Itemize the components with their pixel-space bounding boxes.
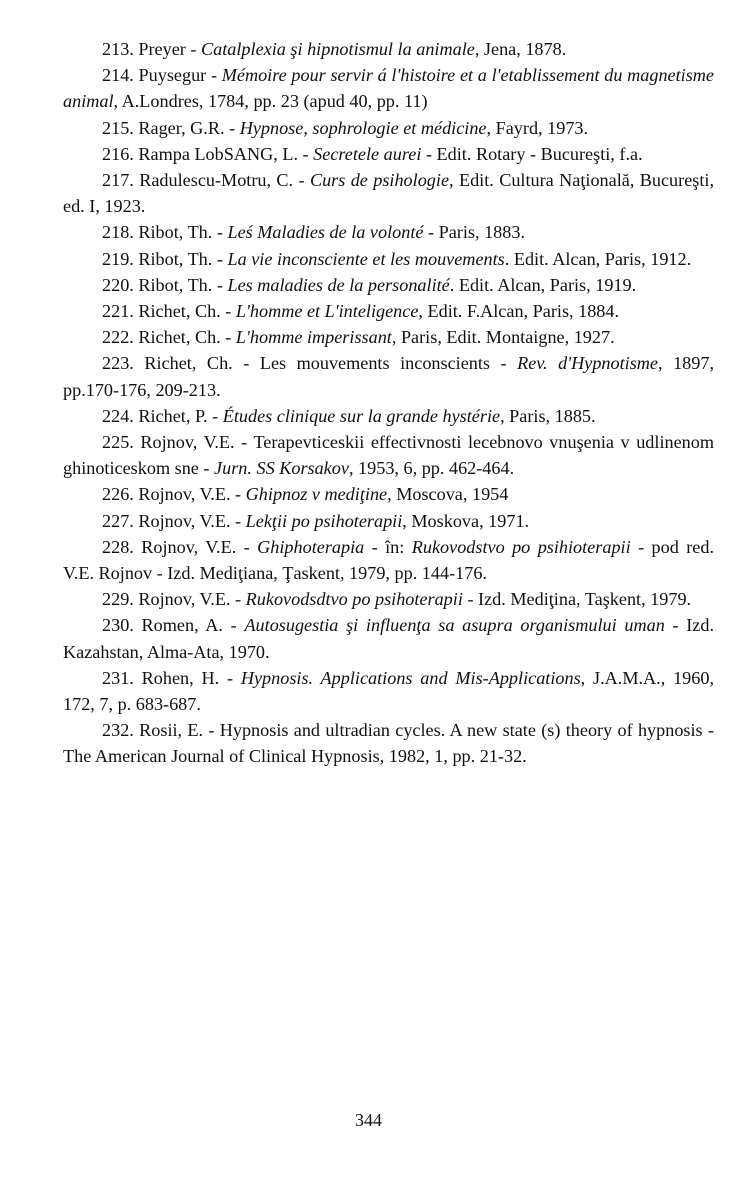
entry-text: , J.A.M.A., 1960, 172, 7, p. 683-687. [63,667,714,715]
entry-text: . Edit. Alcan, Paris, 1912. [504,248,692,269]
entry-number: 226. [102,484,134,505]
entry-number: 222. [102,327,134,348]
bibliography-entry [63,508,714,534]
entry-text: Richet, Ch. - Les mouvements inconscients - [144,353,518,374]
entry-text: , Fayrd, 1973. [486,117,589,138]
bibliography-entry [63,272,714,298]
entry-text: Rojnov, V.E. - Terapevticeskii effectivnosti lecebnovo vnuşenia v udlinenom ghinoticeskom sne - [63,432,714,479]
entry-title-italic: L'homme et L'inteligence [235,301,419,322]
bibliography-entry [63,115,714,141]
entry-number: 232. [102,720,134,741]
page-number: 344 [355,1110,382,1130]
entry-text: - Paris, 1883. [423,222,526,243]
bibliography-entry [63,350,714,402]
bibliography-entry [63,717,714,769]
entry-title-italic: Leś Maladies de la volonté [227,222,424,243]
entry-title-italic: Hypnose, sophrologie et médicine [239,117,487,138]
entry-text: Preyer - [138,39,201,59]
entry-text: . Edit. Alcan, Paris, 1919. [449,274,637,295]
entry-title-italic: Lekţii po psihoterapii [245,510,403,531]
entry-text: - Izd. Kazahstan, Alma-Ata, 1970. [63,615,715,662]
entry-number: 231. [102,667,134,688]
bibliography-entry [63,141,714,167]
entry-title-italic: Ghiphoterapia [257,536,365,557]
entry-text: , Moskova, 1971. [402,510,530,531]
entry-text: Rosii, E. - Hypnosis and ultradian cycles. A new state (s) theory of hypnosis - The American Journal of Clinical Hypnosis, 1982, 1, pp. 21-32. [63,720,715,767]
bibliography-entry [63,246,714,272]
entry-title-italic: Études clinique sur la grande hystérie [222,405,501,426]
entry-text: Rohen, H. - [141,667,241,688]
bibliography-entry [63,403,714,429]
entry-text: Moscova, 1954 [391,484,509,505]
entry-title-italic: La vie inconsciente et les mouvements [227,248,505,269]
entry-text: Radulescu-Motru, C. - [139,170,310,191]
bibliography-entry [63,481,714,507]
entry-title-italic: Les maladies de la personalité [227,274,450,295]
bibliography-entry [63,167,714,219]
bibliography-entry [63,219,714,245]
entry-title-italic: Autosugestia şi influenţa sa asupra organismului uman [244,615,665,636]
entry-text: Richet, Ch. - [138,301,236,322]
entry-text: Richet, P. - [138,405,223,426]
entry-title-italic: Catalplexia şi hipnotismul la animale [201,39,475,59]
entry-title-italic: Rukovodsdtvo po psihoterapii [245,589,463,610]
entry-text: Rampa LobSANG, L. - [138,143,314,164]
entry-text: - pod red. V.E. Rojnov - Izd. Mediţiana, Ţaskent, 1979, pp. 144-176. [63,536,715,584]
entry-number: 229. [102,589,134,610]
entry-text: Richet, Ch. - [138,327,236,348]
entry-text: - Izd. Mediţina, Taşkent, 1979. [462,589,692,610]
entry-title-italic: Secretele aurei [313,143,422,164]
bibliography-entry [63,534,714,586]
entry-text: - în: [364,536,412,557]
entry-text: Ribot, Th. - [138,222,228,243]
entry-text: , Jena, 1878. [474,39,567,59]
entry-title-italic: Jurn. SS Korsakov [214,458,349,479]
bibliography-entry [63,298,714,324]
entry-text: , A.Londres, 1784, pp. 23 (apud 40, pp. 11) [113,91,428,112]
bibliography-entry [63,612,714,664]
entry-number: 213. [102,39,134,59]
entry-title-italic: Rev. d'Hypnotisme [517,353,658,374]
entry-number: 218. [102,222,134,243]
entry-number: 214. [102,65,134,86]
entry-text: Ribot, Th. - [138,274,228,295]
entry-title-italic: Rukovodstvo po psihioterapii [411,536,631,557]
entry-text: , 1953, 6, pp. 462-464. [348,458,515,479]
entry-text: Rojnov, V.E. - [141,536,258,557]
entry-number: 230. [102,615,134,636]
entry-number: 216. [102,143,134,164]
entry-title-italic: L'homme imperissant [235,327,392,348]
entry-text: , Paris, 1885. [500,405,596,426]
entry-text: Rojnov, V.E. - [138,589,246,610]
bibliography-list [63,36,714,770]
entry-title-italic: Curs de psihologie [309,170,450,191]
entry-title-italic: Mémoire pour servir á l'histoire et a l'etablissement du magnetisme animal [63,65,715,112]
entry-text: Romen, A. - [141,615,245,636]
entry-text: , Paris, Edit. Montaigne, 1927. [391,327,615,348]
entry-number: 220. [102,274,134,295]
entry-number: 227. [102,510,134,531]
entry-text: , 1897, pp.170-176, 209-213. [63,353,715,400]
bibliography-entry [63,586,714,612]
entry-text: , Edit. Cultura Naţională, Bucureşti, ed. I, 1923. [63,170,715,217]
entry-text: Rojnov, V.E. - [138,510,246,531]
entry-number: 215. [102,117,134,138]
entry-text: Rager, G.R. - [138,117,240,138]
entry-number: 219. [102,248,134,269]
entry-title-italic: Hypnosis. Applications and Mis-Applications [240,667,581,688]
entry-text: , Edit. F.Alcan, Paris, 1884. [418,301,620,322]
bibliography-entry [63,665,714,717]
entry-number: 221. [102,301,134,322]
entry-title-italic: Ghipnoz v mediţine, [245,484,392,505]
entry-text: Ribot, Th. - [138,248,228,269]
entry-number: 223. [102,353,134,374]
entry-text: - Edit. Rotary - Bucureşti, f.a. [421,143,643,164]
bibliography-entry [63,62,714,114]
bibliography-entry [63,324,714,350]
bibliography-entry [63,36,714,62]
entry-text: Puysegur - [138,65,222,86]
entry-number: 228. [102,536,134,557]
entry-number: 225. [102,432,134,453]
bibliography-entry [63,429,714,481]
entry-number: 217. [102,170,134,191]
entry-text: Rojnov, V.E. - [138,484,246,505]
entry-number: 224. [102,405,134,426]
